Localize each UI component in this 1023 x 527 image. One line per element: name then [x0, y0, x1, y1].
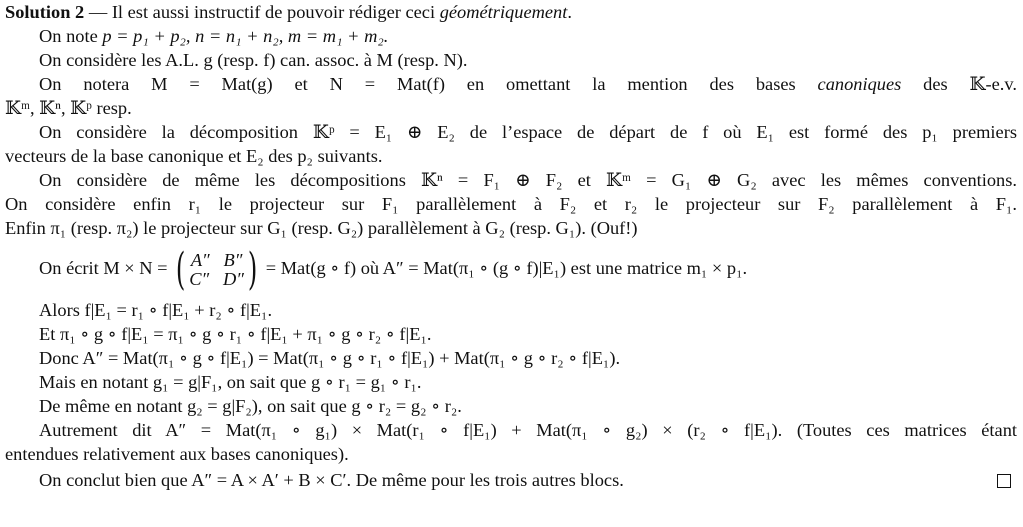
block-matrix-post: = Mat(g ∘ f) où A″ = Mat(π₁ ∘ (g ∘ f)|E₁) est une matrice m₁ × p₁.: [261, 258, 748, 278]
paragraph-notation: [39, 24, 1017, 48]
paragraph-autrement-cont: entendues relativement aux bases canoniques).: [5, 444, 349, 464]
paragraph-donc: Donc A″ = Mat(π₁ ∘ g ∘ f|E₁) = Mat(π₁ ∘ g ∘ r₁ ∘ f|E₁) + Mat(π₁ ∘ g ∘ r₂ ∘ f|E₁).: [39, 348, 621, 368]
intro-emphasis: géométriquement: [439, 2, 568, 22]
conclusion-text: On conclut bien que A″ = A × A′ + B × C′. De même pour les trois autres blocs.: [39, 470, 624, 490]
paragraph-autrement: Autrement dit A″ = Mat(π₁ ∘ g₁) × Mat(r₁ ∘ f|E₁) + Mat(π₁ ∘ g₂) × (r₂ ∘ f|E₁). (Toutes ces matrices étant: [39, 420, 1017, 440]
paragraph-decomposition-fg: On considère de même les décompositions 𝕂ⁿ = F₁ ⊕ F₂ et 𝕂ᵐ = G₁ ⊕ G₂ avec les mêmes conventions.: [39, 170, 1017, 190]
paragraph-alors: Alors f|E₁ = r₁ ∘ f|E₁ + r₂ ∘ f|E₁.: [39, 300, 273, 320]
paragraph-spaces: 𝕂ᵐ, 𝕂ⁿ, 𝕂ᵖ resp.: [5, 98, 132, 118]
left-paren: (: [175, 243, 186, 295]
paragraph-matrices: [39, 72, 1017, 96]
qed-square-icon: [997, 474, 1011, 488]
paragraph-mais: Mais en notant g₁ = g|F₁, on sait que g ∘ r₁ = g₁ ∘ r₁.: [39, 372, 422, 392]
intro-text: Il est aussi instructif de pouvoir rédiger ceci: [111, 2, 440, 22]
paragraph-block-matrix: [39, 243, 1017, 295]
heading-dash: —: [84, 2, 112, 22]
paragraph-conclusion: [39, 468, 1017, 492]
paragraph-projectors-pi: Enfin π₁ (resp. π₂) le projecteur sur G₁ (resp. G₂) parallèlement à G₂ (resp. G₁). (Ouf!): [5, 218, 638, 238]
notation-text: On note: [39, 26, 103, 46]
solution-heading: Solution 2: [5, 2, 85, 22]
paragraph-decomposition-e-cont: vecteurs de la base canonique et E₂ des p₂ suivants.: [5, 146, 383, 166]
block-a: A″: [190, 249, 210, 270]
block-matrix: [189, 251, 244, 289]
matrices-text: On notera M = Mat(g) et N = Mat(f) en omettant la mention des bases: [39, 74, 818, 94]
block-b: B″: [223, 249, 243, 270]
paragraph-linear-maps: On considère les A.L. g (resp. f) can. assoc. à M (resp. N).: [39, 50, 468, 70]
intro-end: .: [567, 2, 572, 22]
block-d: D″: [223, 268, 244, 289]
right-paren: ): [247, 243, 258, 295]
paragraph-de-meme: De même en notant g₂ = g|F₂), on sait que g ∘ r₂ = g₂ ∘ r₂.: [39, 396, 462, 416]
block-matrix-pre: On écrit M × N =: [39, 258, 173, 278]
block-c: C″: [189, 268, 210, 289]
matrices-text-end: des 𝕂-e.v.: [901, 74, 1017, 94]
paragraph-et: Et π₁ ∘ g ∘ f|E₁ = π₁ ∘ g ∘ r₁ ∘ f|E₁ + π₁ ∘ g ∘ r₂ ∘ f|E₁.: [39, 324, 432, 344]
paragraph-projectors-r: On considère enfin r₁ le projecteur sur F₁ parallèlement à F₂ et r₂ le projecteur sur F₂ parallèlement à F₁.: [5, 194, 1017, 214]
notation-math: p = p₁ + p₂, n = n₁ + n₂, m = m₁ + m₂.: [102, 26, 389, 46]
matrices-emphasis: canoniques: [817, 74, 902, 94]
paragraph-decomposition-e: On considère la décomposition 𝕂ᵖ = E₁ ⊕ E₂ de l’espace de départ de f où E₁ est formé des p₁ premiers: [39, 122, 1017, 142]
solution-heading-line: [5, 0, 1017, 24]
